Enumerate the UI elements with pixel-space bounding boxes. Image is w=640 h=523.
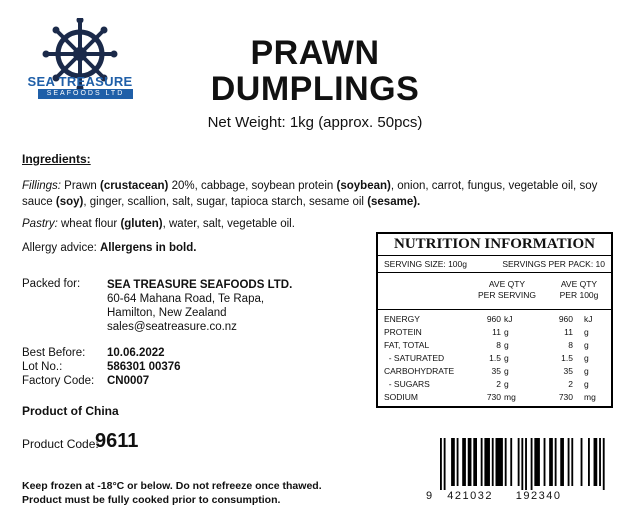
per-serving-value: 730	[486, 392, 501, 402]
allergen-bold: (soy)	[55, 196, 84, 208]
barcode-bar	[457, 438, 459, 486]
unit: kJ	[504, 314, 513, 324]
product-title-line2: DUMPLINGS	[210, 70, 420, 108]
address-line2: Hamilton, New Zealand	[107, 307, 227, 319]
barcode-bar	[468, 438, 472, 486]
allergen-bold: (sesame).	[367, 196, 421, 208]
barcode-bar	[525, 438, 527, 490]
barcode-bar	[492, 438, 494, 486]
barcode	[436, 438, 612, 490]
barcode-bar	[549, 438, 553, 486]
pastry-part: wheat flour	[57, 218, 121, 230]
storage-warning: Keep frozen at -18°C or below. Do not refreeze once thawed.	[22, 480, 322, 492]
brand-subname: SEAFOODS LTD	[38, 89, 133, 99]
allergen-bold: (crustacean)	[99, 180, 169, 192]
fillings-part: , onion, carrot, fungus, vegetable oil, soy sauce	[22, 180, 598, 208]
brand-name: SEA TREASURE	[27, 74, 133, 89]
email: sales@seatreasure.co.nz	[107, 321, 237, 333]
barcode-number	[426, 490, 616, 502]
unit: mg	[584, 392, 596, 402]
unit: g	[584, 379, 589, 389]
per-serving-value: 960	[486, 314, 501, 324]
fillings-part: , ginger, scallion, salt, sugar, tapioca starch, sesame oil	[83, 196, 368, 208]
per-serving-value: 35	[491, 366, 501, 376]
allergy-advice	[22, 242, 196, 254]
barcode-bar	[505, 438, 507, 486]
barcode-bar	[555, 438, 557, 486]
barcode-bar	[510, 438, 512, 486]
barcode-bar	[534, 438, 540, 486]
best-before-label: Best Before:	[22, 347, 86, 359]
per-serving-value: 2	[496, 379, 501, 389]
barcode-bar	[571, 438, 573, 486]
barcode-right-digits: 192340	[515, 490, 562, 502]
unit: kJ	[584, 314, 593, 324]
barcode-bar	[581, 438, 583, 486]
barcode-bar	[440, 438, 442, 490]
best-before-value: 10.06.2022	[107, 347, 165, 359]
unit: g	[504, 379, 509, 389]
product-title-line1: PRAWN	[250, 34, 380, 72]
unit: g	[584, 366, 589, 376]
nutrition-row	[378, 390, 611, 404]
address-line1: 60-64 Mahana Road, Te Rapa,	[107, 293, 265, 305]
servings-per-pack: SERVINGS PER PACK: 10	[502, 259, 605, 269]
pastry-part: , water, salt, vegetable oil.	[162, 218, 295, 230]
net-weight: Net Weight: 1kg (approx. 50pcs)	[207, 114, 423, 131]
pastry-text	[22, 218, 622, 230]
serving-size: SERVING SIZE: 100g	[384, 259, 467, 269]
per-serving-value: 1.5	[489, 353, 501, 363]
fillings-text	[22, 178, 622, 210]
unit: mg	[504, 392, 516, 402]
product-code-label: Product Code:	[22, 437, 99, 451]
col-per-100g-header	[544, 279, 614, 301]
barcode-lead-digit: 9	[426, 490, 434, 502]
divider	[378, 309, 611, 310]
packed-for-label: Packed for:	[22, 278, 81, 290]
barcode-bar	[594, 438, 598, 486]
product-origin: Product of China	[22, 404, 119, 418]
nutrient-name: - SUGARS	[384, 379, 430, 389]
allergen-bold: (soybean)	[336, 180, 391, 192]
barcode-bar	[484, 438, 490, 486]
unit: g	[584, 353, 589, 363]
barcode-bar	[444, 438, 446, 490]
per-100g-value: 35	[563, 366, 573, 376]
barcode-left-digits: 421032	[447, 490, 494, 502]
unit: g	[584, 327, 589, 337]
nutrition-row	[378, 364, 611, 378]
fillings-part: Prawn	[60, 180, 100, 192]
nutrition-row	[378, 338, 611, 352]
col-per-serving-header	[472, 279, 542, 301]
nutrition-row	[378, 351, 611, 365]
serving-info	[378, 256, 611, 273]
barcode-bar	[462, 438, 466, 486]
per-100g-value: 11	[564, 327, 573, 337]
nutrient-name: - SATURATED	[384, 353, 445, 363]
barcode-bar	[568, 438, 570, 486]
barcode-bar	[481, 438, 483, 486]
fillings-label: Fillings:	[22, 180, 61, 192]
per-100g-value: 2	[568, 379, 573, 389]
unit: g	[504, 353, 509, 363]
fillings-part: 20%, cabbage, soybean protein	[168, 180, 337, 192]
per-100g-value: 960	[558, 314, 573, 324]
col-header-line: AVE QTY	[488, 279, 526, 289]
barcode-bar	[560, 438, 564, 486]
product-code-value: 9611	[95, 430, 139, 452]
nutrient-name: FAT, TOTAL	[384, 340, 430, 350]
unit: g	[504, 327, 509, 337]
per-100g-value: 1.5	[561, 353, 573, 363]
unit: g	[584, 340, 589, 350]
barcode-bar	[451, 438, 455, 486]
nutrient-name: PROTEIN	[384, 327, 422, 337]
per-100g-value: 8	[568, 340, 573, 350]
unit: g	[504, 366, 509, 376]
unit: g	[504, 340, 509, 350]
factory-code-value: CN0007	[107, 375, 150, 387]
allergy-label: Allergy advice:	[22, 242, 100, 254]
barcode-bar	[599, 438, 601, 486]
allergen-bold: (gluten)	[120, 218, 163, 230]
nutrient-name: CARBOHYDRATE	[384, 366, 455, 376]
barcode-bar	[473, 438, 477, 486]
ingredients-heading: Ingredients:	[22, 152, 91, 166]
barcode-bar	[603, 438, 605, 490]
per-serving-value: 8	[496, 340, 501, 350]
per-100g-value: 730	[558, 392, 573, 402]
col-header-line: PER 100g	[559, 290, 599, 300]
barcode-bar	[496, 438, 503, 486]
nutrient-name: ENERGY	[384, 314, 420, 324]
nutrition-panel	[376, 232, 613, 408]
nutrition-row	[378, 325, 611, 339]
allergy-value: Allergens in bold.	[99, 242, 197, 254]
barcode-bar	[521, 438, 523, 490]
lot-value: 586301 00376	[107, 361, 181, 373]
nutrition-row	[378, 312, 611, 326]
barcode-bar	[544, 438, 546, 486]
cooking-warning: Product must be fully cooked prior to consumption.	[22, 494, 281, 506]
col-header-line: AVE QTY	[560, 279, 598, 289]
lot-label: Lot No.:	[22, 361, 63, 373]
factory-code-label: Factory Code:	[22, 375, 95, 387]
nutrient-name: SODIUM	[384, 392, 418, 402]
barcode-bar	[518, 438, 520, 486]
company-name: SEA TREASURE SEAFOODS LTD.	[107, 279, 293, 291]
per-serving-value: 11	[492, 327, 501, 337]
pastry-label: Pastry:	[22, 218, 58, 230]
barcode-bar	[588, 438, 590, 486]
barcode-bar	[531, 438, 533, 490]
nutrition-title: NUTRITION INFORMATION	[378, 234, 611, 256]
nutrition-row	[378, 377, 611, 391]
col-header-line: PER SERVING	[478, 290, 536, 300]
